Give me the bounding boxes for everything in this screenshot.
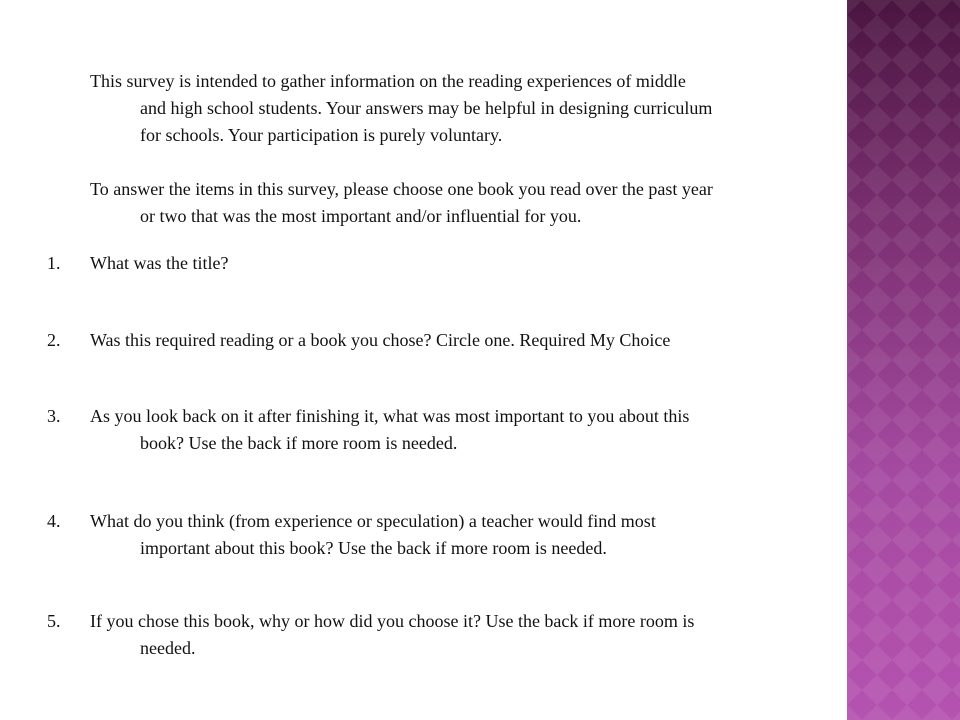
question-text-continued: book? Use the back if more room is needed. — [140, 433, 458, 453]
intro-p1-line-3: for schools. Your participation is purely voluntary. — [140, 125, 503, 145]
question-5 — [40, 608, 830, 662]
intro-p1-line-1: This survey is intended to gather information on the reading experiences of middle — [90, 71, 686, 91]
intro-p2-line-2: or two that was the most important and/or influential for you. — [140, 206, 582, 226]
decorative-side-band — [847, 0, 960, 720]
question-text: If you chose this book, why or how did you choose it? Use the back if more room is — [90, 611, 695, 631]
question-2 — [40, 327, 830, 354]
question-text-continued: important about this book? Use the back if more room is needed. — [140, 538, 607, 558]
intro-p2-line-1: To answer the items in this survey, please choose one book you read over the past year — [90, 179, 713, 199]
intro-paragraph-1 — [40, 68, 830, 149]
question-text: What do you think (from experience or speculation) a teacher would find most — [90, 511, 656, 531]
question-1 — [40, 250, 830, 277]
question-4 — [40, 508, 830, 562]
question-text: What was the title? — [90, 253, 229, 273]
intro-text — [40, 68, 830, 230]
question-text: As you look back on it after finishing it, what was most important to you about this — [90, 406, 690, 426]
question-text-continued: needed. — [140, 638, 196, 658]
intro-p1-line-2: and high school students. Your answers may be helpful in designing curriculum — [140, 98, 713, 118]
intro-paragraph-2 — [40, 176, 830, 230]
question-number: 2. — [47, 330, 61, 350]
question-number: 3. — [47, 406, 61, 426]
question-number: 4. — [47, 511, 61, 531]
question-number: 5. — [47, 611, 61, 631]
question-text: Was this required reading or a book you chose? Circle one. Required My Choice — [90, 330, 671, 350]
question-number: 1. — [47, 253, 61, 273]
question-3 — [40, 403, 830, 457]
